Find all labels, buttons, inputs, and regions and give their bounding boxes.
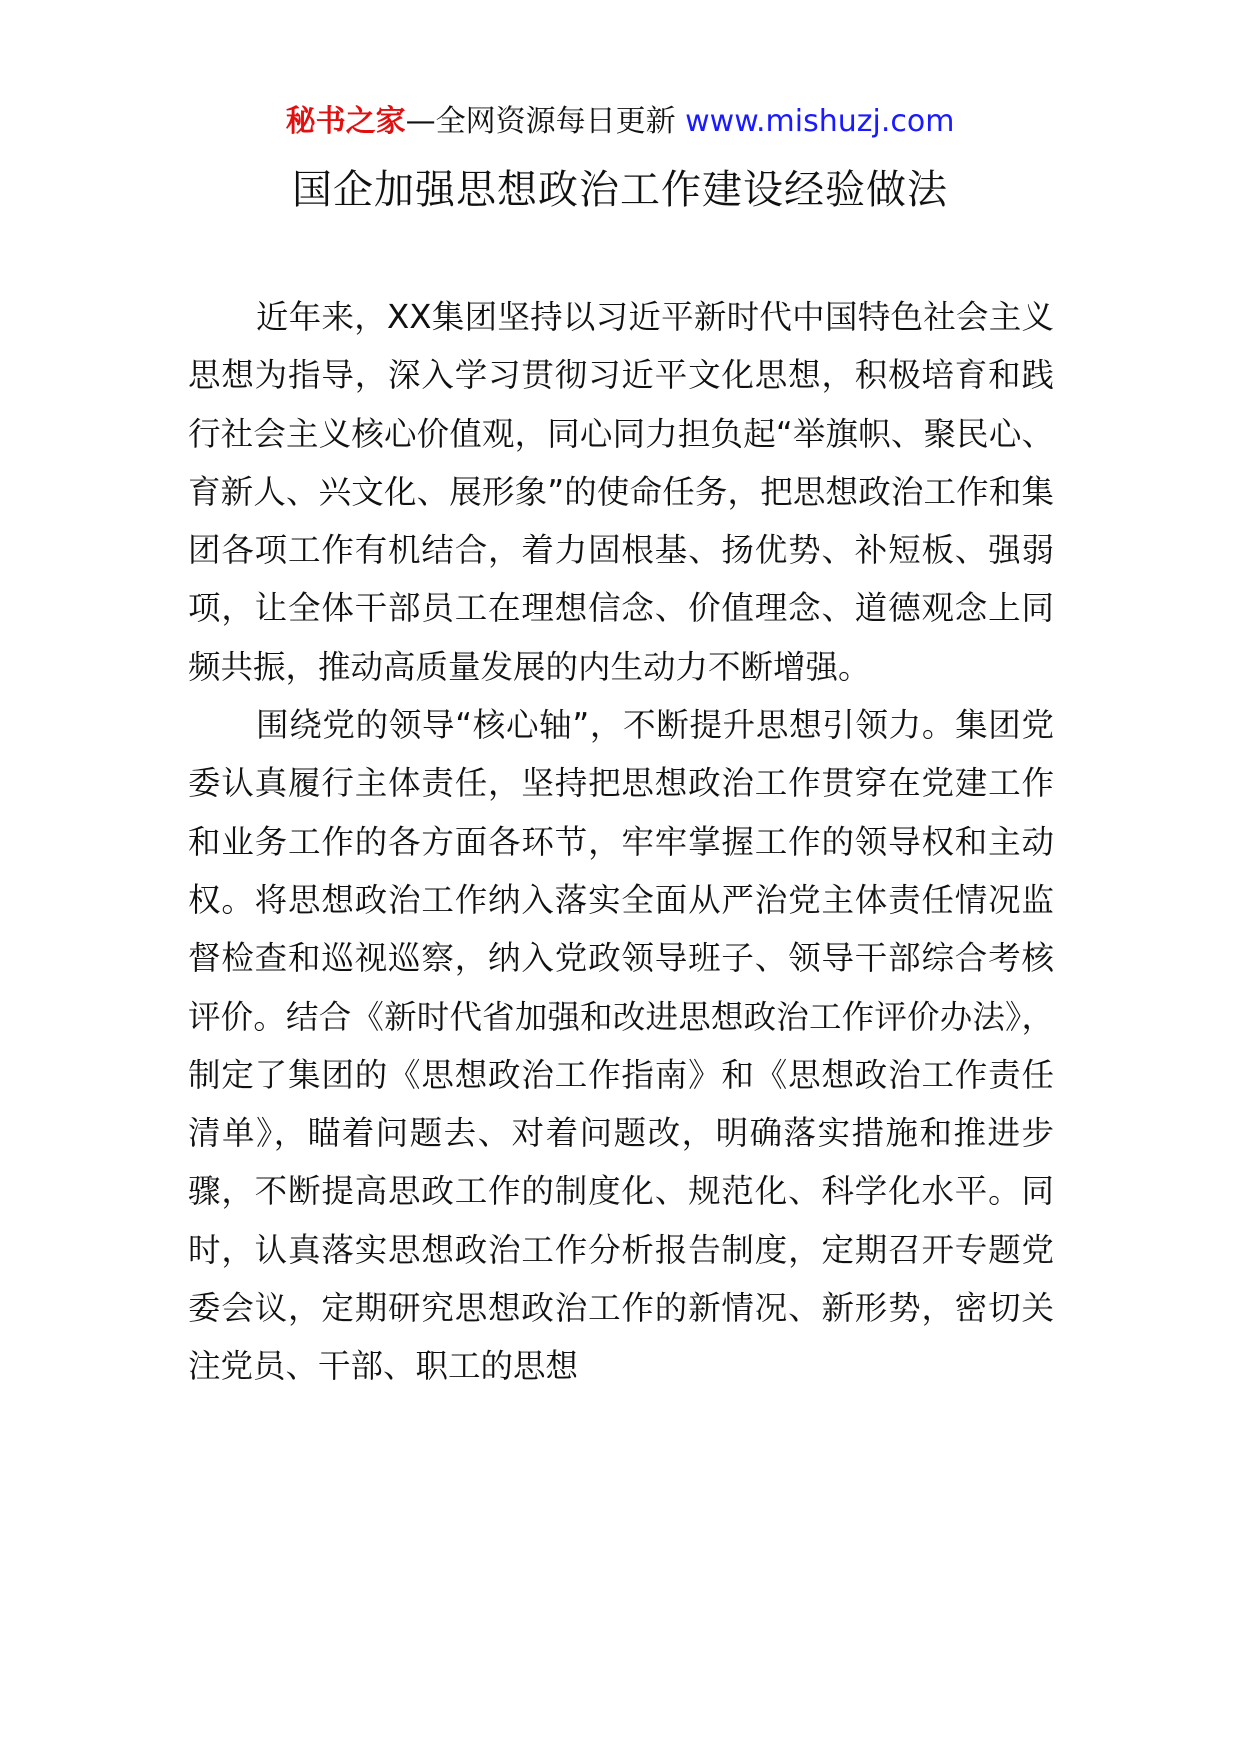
- site-header: [0, 100, 1240, 144]
- brand-name: 秘书之家: [285, 104, 406, 139]
- document-title: 国企加强思想政治工作建设经验做法: [292, 167, 948, 213]
- header-tagline: —全网资源每日更新: [405, 104, 676, 139]
- paragraph-intro: 近年来，XX集团坚持以习近平新时代中国特色社会主义思想为指导，深入学习贯彻习近平文化思想，积极培育和践行社会主义核心价值观，同心同力担负起“举旗帜、聚民心、育新人、兴文化、展形象”的使命任务，把思想政治工作和集团各项工作有机结合，着力固根基、扬优势、补短板、强弱项，让全体干部员工在理想信念、价值理念、道德观念上同频共振，推动高质量发展的内生动力不断增强。: [188, 298, 1054, 686]
- document-body: [188, 288, 1054, 1396]
- site-url-link[interactable]: www.mishuzj.com: [685, 104, 955, 139]
- paragraph-core-axis: 围绕党的领导“核心轴”，不断提升思想引领力。集团党委认真履行主体责任，坚持把思想政治工作贯穿在党建工作和业务工作的各方面各环节，牢牢掌握工作的领导权和主动权。将思想政治工作纳入落实全面从严治党主体责任情况监督检查和巡视巡察，纳入党政领导班子、领导干部综合考核评价。结合《新时代省加强和改进思想政治工作评价办法》，制定了集团的《思想政治工作指南》和《思想政治工作责任清单》，瞄着问题去、对着问题改，明确落实措施和推进步骤，不断提高思政工作的制度化、规范化、科学化水平。同时，认真落实思想政治工作分析报告制度，定期召开专题党委会议，定期研究思想政治工作的新情况、新形势，密切关注党员、干部、职工的思想: [188, 706, 1054, 1386]
